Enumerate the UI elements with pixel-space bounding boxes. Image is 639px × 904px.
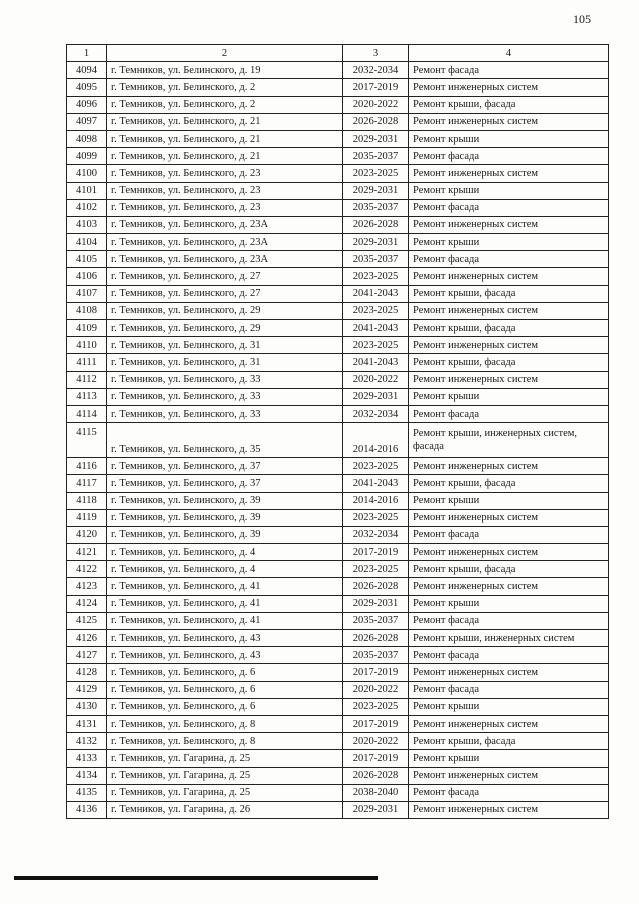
row-work-type: Ремонт крыши, фасада <box>409 475 609 492</box>
row-work-type: Ремонт инженерных систем <box>409 715 609 732</box>
row-work-type: Ремонт фасада <box>409 62 609 79</box>
row-address: г. Темников, ул. Белинского, д. 33 <box>107 388 343 405</box>
row-period: 2017-2019 <box>343 79 409 96</box>
row-number: 4103 <box>67 216 107 233</box>
row-work-type: Ремонт фасада <box>409 199 609 216</box>
row-number: 4117 <box>67 475 107 492</box>
table-row <box>67 561 609 578</box>
row-period: 2032-2034 <box>343 526 409 543</box>
row-address: г. Темников, ул. Белинского, д. 6 <box>107 664 343 681</box>
table-row <box>67 750 609 767</box>
row-number: 4110 <box>67 337 107 354</box>
table-row <box>67 733 609 750</box>
row-work-type: Ремонт фасада <box>409 405 609 422</box>
row-period: 2041-2043 <box>343 475 409 492</box>
row-period: 2029-2031 <box>343 234 409 251</box>
table-row <box>67 595 609 612</box>
row-address: г. Темников, ул. Белинского, д. 19 <box>107 62 343 79</box>
row-number: 4130 <box>67 698 107 715</box>
row-period: 2023-2025 <box>343 302 409 319</box>
row-number: 4122 <box>67 561 107 578</box>
row-address: г. Темников, ул. Гагарина, д. 25 <box>107 767 343 784</box>
row-address: г. Темников, ул. Белинского, д. 31 <box>107 337 343 354</box>
row-work-type: Ремонт фасада <box>409 251 609 268</box>
row-work-type: Ремонт фасада <box>409 784 609 801</box>
row-number: 4107 <box>67 285 107 302</box>
row-work-type: Ремонт крыши <box>409 750 609 767</box>
header-col-3: 3 <box>343 45 409 62</box>
row-address: г. Темников, ул. Белинского, д. 41 <box>107 612 343 629</box>
row-work-type: Ремонт инженерных систем <box>409 664 609 681</box>
row-period: 2023-2025 <box>343 268 409 285</box>
row-address: г. Темников, ул. Белинского, д. 6 <box>107 681 343 698</box>
row-period: 2041-2043 <box>343 320 409 337</box>
row-period: 2020-2022 <box>343 96 409 113</box>
row-address: г. Темников, ул. Белинского, д. 8 <box>107 733 343 750</box>
row-work-type: Ремонт крыши <box>409 182 609 199</box>
row-period: 2023-2025 <box>343 458 409 475</box>
row-number: 4134 <box>67 767 107 784</box>
row-address: г. Темников, ул. Белинского, д. 41 <box>107 595 343 612</box>
row-work-type: Ремонт фасада <box>409 612 609 629</box>
row-period: 2029-2031 <box>343 182 409 199</box>
row-address: г. Темников, ул. Белинского, д. 23 <box>107 182 343 199</box>
row-work-type: Ремонт инженерных систем <box>409 165 609 182</box>
row-address: г. Темников, ул. Белинского, д. 8 <box>107 715 343 732</box>
row-work-type: Ремонт инженерных систем <box>409 801 609 818</box>
table-row <box>67 492 609 509</box>
row-work-type: Ремонт инженерных систем <box>409 544 609 561</box>
row-work-type: Ремонт инженерных систем <box>409 509 609 526</box>
row-period: 2023-2025 <box>343 165 409 182</box>
row-number: 4100 <box>67 165 107 182</box>
row-address: г. Темников, ул. Белинского, д. 6 <box>107 698 343 715</box>
row-work-type: Ремонт инженерных систем <box>409 302 609 319</box>
header-row <box>67 45 609 62</box>
row-address: г. Темников, ул. Белинского, д. 27 <box>107 285 343 302</box>
table-row <box>67 148 609 165</box>
row-work-type: Ремонт инженерных систем <box>409 113 609 130</box>
row-address: г. Темников, ул. Белинского, д. 2 <box>107 79 343 96</box>
row-number: 4120 <box>67 526 107 543</box>
row-number: 4111 <box>67 354 107 371</box>
row-period: 2014-2016 <box>343 423 409 458</box>
row-period: 2041-2043 <box>343 285 409 302</box>
row-work-type: Ремонт крыши <box>409 698 609 715</box>
scan-edge-bar <box>14 876 378 880</box>
table-row <box>67 285 609 302</box>
row-number: 4095 <box>67 79 107 96</box>
row-address: г. Темников, ул. Гагарина, д. 26 <box>107 801 343 818</box>
row-work-type: Ремонт крыши <box>409 130 609 147</box>
row-number: 4128 <box>67 664 107 681</box>
row-number: 4097 <box>67 113 107 130</box>
table-row <box>67 371 609 388</box>
row-number: 4101 <box>67 182 107 199</box>
row-work-type: Ремонт фасада <box>409 148 609 165</box>
row-number: 4121 <box>67 544 107 561</box>
row-period: 2017-2019 <box>343 750 409 767</box>
row-number: 4133 <box>67 750 107 767</box>
table-row <box>67 302 609 319</box>
table-row <box>67 354 609 371</box>
row-number: 4135 <box>67 784 107 801</box>
row-work-type: Ремонт инженерных систем <box>409 767 609 784</box>
row-period: 2014-2016 <box>343 492 409 509</box>
row-number: 4099 <box>67 148 107 165</box>
capital-repair-table <box>66 44 609 819</box>
row-period: 2041-2043 <box>343 354 409 371</box>
table-row <box>67 767 609 784</box>
row-number: 4102 <box>67 199 107 216</box>
header-col-1: 1 <box>67 45 107 62</box>
table-body <box>67 62 609 819</box>
row-work-type: Ремонт крыши, фасада <box>409 561 609 578</box>
table-row <box>67 337 609 354</box>
row-address: г. Темников, ул. Белинского, д. 37 <box>107 458 343 475</box>
row-period: 2035-2037 <box>343 199 409 216</box>
row-number: 4131 <box>67 715 107 732</box>
row-period: 2026-2028 <box>343 113 409 130</box>
row-period: 2023-2025 <box>343 698 409 715</box>
table-row <box>67 268 609 285</box>
row-period: 2020-2022 <box>343 733 409 750</box>
row-work-type: Ремонт фасада <box>409 681 609 698</box>
row-period: 2017-2019 <box>343 715 409 732</box>
table-row <box>67 199 609 216</box>
table-row <box>67 165 609 182</box>
row-address: г. Темников, ул. Белинского, д. 4 <box>107 544 343 561</box>
row-address: г. Темников, ул. Белинского, д. 35 <box>107 423 343 458</box>
row-period: 2017-2019 <box>343 664 409 681</box>
row-number: 4114 <box>67 405 107 422</box>
row-address: г. Темников, ул. Белинского, д. 29 <box>107 302 343 319</box>
table-row <box>67 458 609 475</box>
row-address: г. Темников, ул. Белинского, д. 23А <box>107 234 343 251</box>
row-address: г. Темников, ул. Белинского, д. 33 <box>107 405 343 422</box>
row-number: 4118 <box>67 492 107 509</box>
row-work-type: Ремонт крыши <box>409 388 609 405</box>
row-number: 4129 <box>67 681 107 698</box>
table-row <box>67 578 609 595</box>
table-row <box>67 79 609 96</box>
table-row <box>67 405 609 422</box>
table-row <box>67 715 609 732</box>
row-number: 4094 <box>67 62 107 79</box>
row-period: 2017-2019 <box>343 544 409 561</box>
table-row <box>67 96 609 113</box>
row-period: 2032-2034 <box>343 405 409 422</box>
row-period: 2035-2037 <box>343 251 409 268</box>
row-number: 4104 <box>67 234 107 251</box>
row-period: 2020-2022 <box>343 681 409 698</box>
table-row <box>67 130 609 147</box>
row-address: г. Темников, ул. Белинского, д. 29 <box>107 320 343 337</box>
row-work-type: Ремонт инженерных систем <box>409 458 609 475</box>
row-period: 2029-2031 <box>343 595 409 612</box>
row-period: 2029-2031 <box>343 801 409 818</box>
row-number: 4126 <box>67 630 107 647</box>
row-period: 2023-2025 <box>343 561 409 578</box>
row-address: г. Темников, ул. Белинского, д. 33 <box>107 371 343 388</box>
row-address: г. Темников, ул. Белинского, д. 2 <box>107 96 343 113</box>
row-work-type: Ремонт инженерных систем <box>409 216 609 233</box>
table-row <box>67 526 609 543</box>
row-work-type: Ремонт крыши, фасада <box>409 96 609 113</box>
row-number: 4123 <box>67 578 107 595</box>
row-address: г. Темников, ул. Белинского, д. 39 <box>107 509 343 526</box>
row-work-type: Ремонт крыши <box>409 492 609 509</box>
table-row <box>67 664 609 681</box>
row-address: г. Темников, ул. Белинского, д. 23А <box>107 251 343 268</box>
table-row <box>67 698 609 715</box>
row-period: 2026-2028 <box>343 216 409 233</box>
table-row <box>67 113 609 130</box>
row-address: г. Темников, ул. Гагарина, д. 25 <box>107 784 343 801</box>
row-number: 4127 <box>67 647 107 664</box>
row-number: 4124 <box>67 595 107 612</box>
table-row <box>67 509 609 526</box>
row-number: 4108 <box>67 302 107 319</box>
table-row <box>67 388 609 405</box>
row-work-type: Ремонт крыши, фасада <box>409 354 609 371</box>
row-address: г. Темников, ул. Белинского, д. 39 <box>107 492 343 509</box>
row-number: 4116 <box>67 458 107 475</box>
table-row <box>67 630 609 647</box>
row-number: 4109 <box>67 320 107 337</box>
table-row <box>67 784 609 801</box>
row-number: 4113 <box>67 388 107 405</box>
row-period: 2026-2028 <box>343 578 409 595</box>
row-address: г. Темников, ул. Гагарина, д. 25 <box>107 750 343 767</box>
row-address: г. Темников, ул. Белинского, д. 43 <box>107 647 343 664</box>
row-work-type: Ремонт крыши, инженерных систем <box>409 630 609 647</box>
row-number: 4119 <box>67 509 107 526</box>
row-period: 2023-2025 <box>343 337 409 354</box>
table-row <box>67 544 609 561</box>
table-row <box>67 216 609 233</box>
row-number: 4136 <box>67 801 107 818</box>
row-work-type: Ремонт инженерных систем <box>409 371 609 388</box>
row-number: 4096 <box>67 96 107 113</box>
row-period: 2035-2037 <box>343 148 409 165</box>
row-number: 4098 <box>67 130 107 147</box>
row-address: г. Темников, ул. Белинского, д. 41 <box>107 578 343 595</box>
header-col-4: 4 <box>409 45 609 62</box>
row-work-type: Ремонт инженерных систем <box>409 268 609 285</box>
table-row <box>67 612 609 629</box>
row-period: 2029-2031 <box>343 130 409 147</box>
row-address: г. Темников, ул. Белинского, д. 23 <box>107 199 343 216</box>
row-work-type: Ремонт фасада <box>409 647 609 664</box>
row-period: 2020-2022 <box>343 371 409 388</box>
page-number: 105 <box>573 12 591 26</box>
row-number: 4112 <box>67 371 107 388</box>
row-period: 2035-2037 <box>343 612 409 629</box>
row-number: 4106 <box>67 268 107 285</box>
row-work-type: Ремонт крыши, инженерных систем, фасада <box>409 423 609 458</box>
row-work-type: Ремонт крыши, фасада <box>409 733 609 750</box>
row-address: г. Темников, ул. Белинского, д. 27 <box>107 268 343 285</box>
row-period: 2029-2031 <box>343 388 409 405</box>
table-row <box>67 801 609 818</box>
row-address: г. Темников, ул. Белинского, д. 39 <box>107 526 343 543</box>
table-row <box>67 320 609 337</box>
row-work-type: Ремонт крыши <box>409 595 609 612</box>
row-work-type: Ремонт крыши, фасада <box>409 320 609 337</box>
row-number: 4105 <box>67 251 107 268</box>
row-work-type: Ремонт инженерных систем <box>409 337 609 354</box>
row-address: г. Темников, ул. Белинского, д. 21 <box>107 113 343 130</box>
table-row <box>67 423 609 458</box>
header-col-2: 2 <box>107 45 343 62</box>
table-row <box>67 647 609 664</box>
row-period: 2026-2028 <box>343 767 409 784</box>
row-address: г. Темников, ул. Белинского, д. 21 <box>107 148 343 165</box>
row-work-type: Ремонт крыши, фасада <box>409 285 609 302</box>
row-address: г. Темников, ул. Белинского, д. 21 <box>107 130 343 147</box>
row-address: г. Темников, ул. Белинского, д. 23А <box>107 216 343 233</box>
row-work-type: Ремонт инженерных систем <box>409 79 609 96</box>
row-work-type: Ремонт фасада <box>409 526 609 543</box>
row-address: г. Темников, ул. Белинского, д. 43 <box>107 630 343 647</box>
row-period: 2038-2040 <box>343 784 409 801</box>
row-address: г. Темников, ул. Белинского, д. 4 <box>107 561 343 578</box>
row-period: 2032-2034 <box>343 62 409 79</box>
row-period: 2023-2025 <box>343 509 409 526</box>
row-number: 4125 <box>67 612 107 629</box>
row-number: 4132 <box>67 733 107 750</box>
row-address: г. Темников, ул. Белинского, д. 31 <box>107 354 343 371</box>
table-row <box>67 475 609 492</box>
row-address: г. Темников, ул. Белинского, д. 23 <box>107 165 343 182</box>
row-number: 4115 <box>67 423 107 458</box>
row-period: 2026-2028 <box>343 630 409 647</box>
table-row <box>67 182 609 199</box>
row-period: 2035-2037 <box>343 647 409 664</box>
row-work-type: Ремонт крыши <box>409 234 609 251</box>
table-row <box>67 251 609 268</box>
row-address: г. Темников, ул. Белинского, д. 37 <box>107 475 343 492</box>
row-work-type: Ремонт инженерных систем <box>409 578 609 595</box>
table-row <box>67 234 609 251</box>
table-row <box>67 62 609 79</box>
table-row <box>67 681 609 698</box>
